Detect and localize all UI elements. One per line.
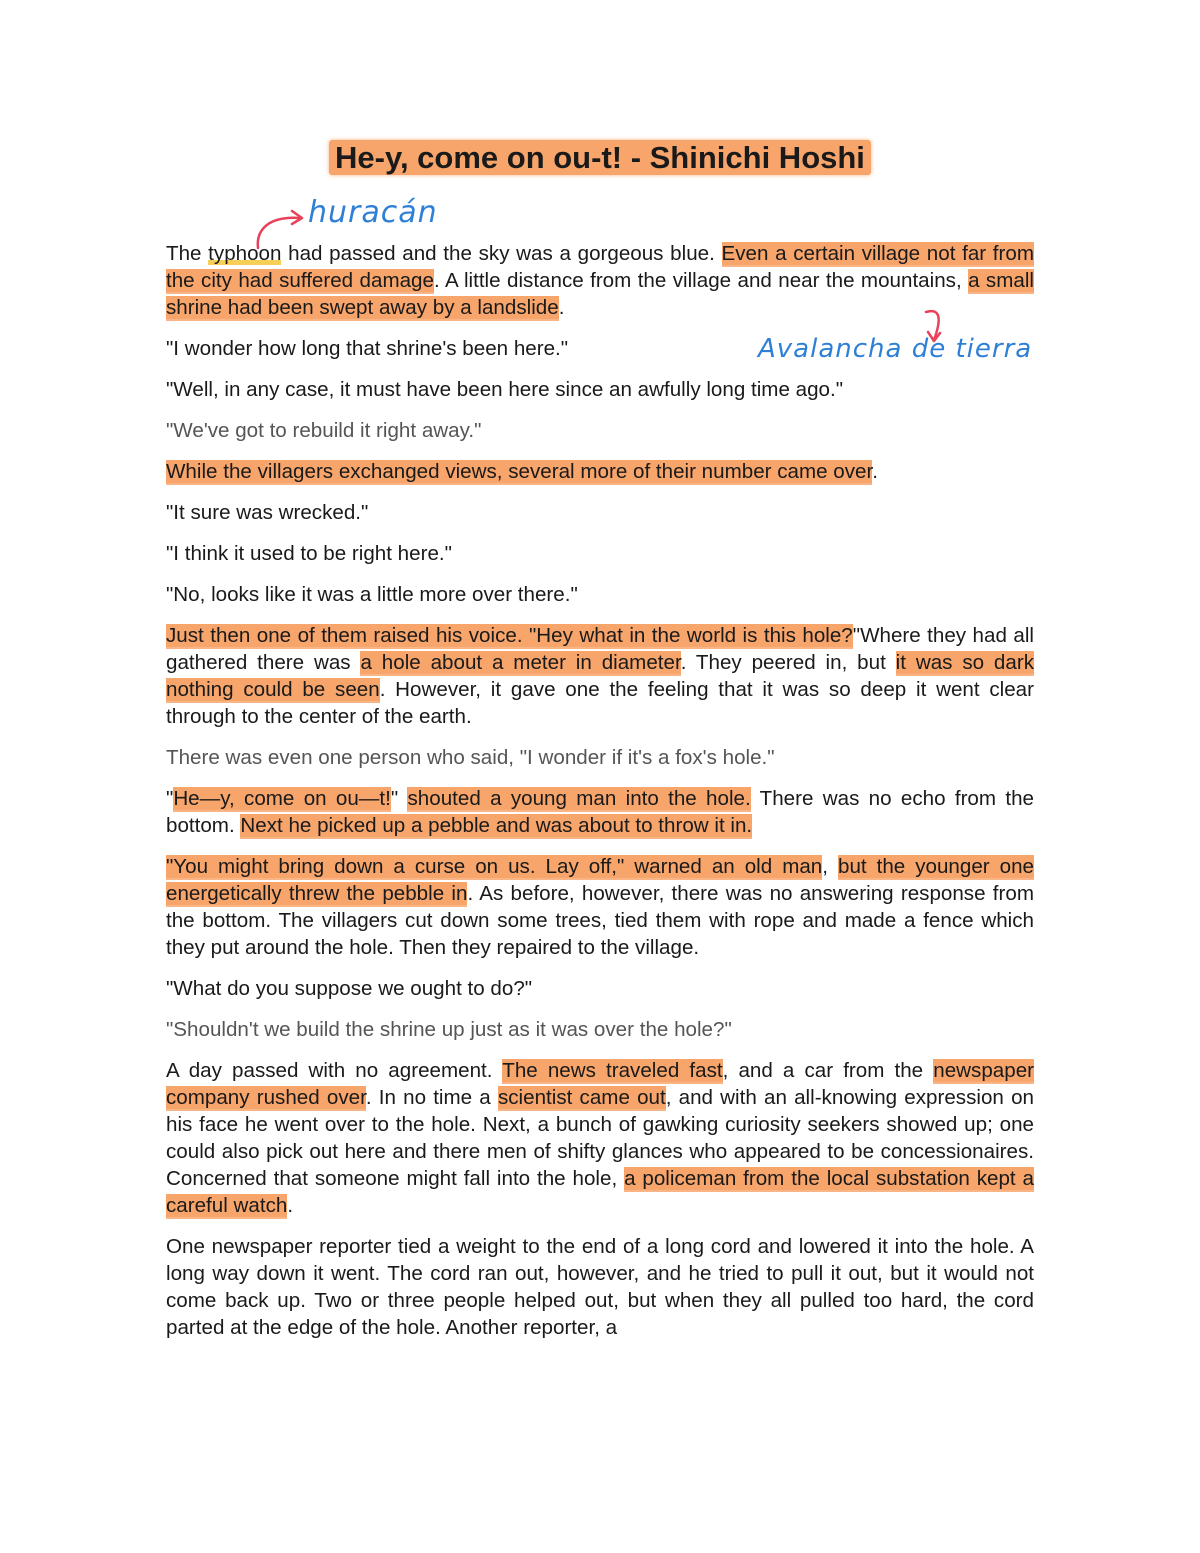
paragraph-13: "What do you suppose we ought to do?"	[166, 977, 533, 1000]
text: . However, it gave one the feeling that it was so deep it went clear through to the center of the earth.	[166, 678, 1034, 728]
highlight: Just then one of them raised his voice. "Hey what in the world is this hole?	[166, 624, 853, 647]
paragraph-5	[166, 458, 1034, 485]
highlight: a small shrine had been swept away by a landslide	[166, 269, 1034, 319]
text: "	[390, 787, 408, 810]
highlight: newspaper company rushed over	[166, 1059, 1035, 1109]
highlight: The news traveled fast	[502, 1059, 723, 1082]
paragraph-12	[166, 853, 1034, 961]
text: "Where they had all gathered there was	[166, 624, 1034, 674]
paragraph-3: "Well, in any case, it must have been here since an awfully long time ago."	[166, 378, 844, 401]
title-text: He-y, come on ou-t! - Shinichi Hoshi	[329, 140, 871, 175]
highlight: a hole about a meter in diameter	[360, 651, 681, 674]
paragraph-1	[166, 240, 1034, 321]
highlight: He—y, come on ou—t!	[173, 787, 391, 810]
text: .	[872, 460, 878, 483]
paragraph-9	[166, 622, 1034, 730]
text: , and a car from the	[722, 1059, 934, 1082]
paragraph-7: "I think it used to be right here."	[166, 542, 452, 565]
highlight: but the younger one energetically threw the pebble in	[166, 855, 1034, 905]
highlight: shouted a young man into the hole.	[407, 787, 751, 810]
highlight: Even a certain village not far from the city had suffered damage	[166, 242, 1034, 292]
highlight: Next he picked up a pebble and was about to throw it in.	[240, 814, 753, 837]
text: . They peered in, but	[680, 651, 896, 674]
paragraph-2: "I wonder how long that shrine's been here."	[166, 337, 569, 360]
paragraph-16: One newspaper reporter tied a weight to the end of a long cord and lowered it into the hole. A long way down it went. The cord ran out, however, and he tried to pull it out, but it would not come back up. Two or three people helped out, but when they all pulled too hard, the cord parted at the edge of the hole. Another reporter, a	[166, 1235, 1034, 1339]
text: had passed and the sky was a gorgeous blue.	[281, 242, 722, 265]
paragraph-4: "We've got to rebuild it right away."	[166, 419, 482, 442]
paragraph-11	[166, 785, 1034, 839]
paragraph-10: There was even one person who said, "I wonder if it's a fox's hole."	[166, 746, 775, 769]
highlight: "You might bring down a curse on us. Lay off," warned an old man	[166, 855, 823, 878]
handwritten-note-huracan: huracán	[308, 195, 438, 230]
text: ,	[822, 855, 838, 878]
text: . As before, however, there was no answering response from the bottom. The villagers cut down some trees, tied them with rope and made a fence which they put around the hole. Then they repaired to the village.	[166, 882, 1034, 959]
text: . In no time a	[365, 1086, 498, 1109]
highlight: it was so dark nothing could be seen	[166, 651, 1034, 701]
text: , and with an all-knowing expression on his face he went over to the hole. Next, a bunch of gawking curiosity seekers showed up; one could also pick out here and there men of shifty glances who appeared to be concessionaires. Concerned that someone might fall into the hole,	[166, 1086, 1034, 1190]
handwritten-note-avalancha: Avalancha de tierra	[758, 334, 1033, 364]
text: "	[166, 787, 174, 810]
paragraph-14: "Shouldn't we build the shrine up just as it was over the hole?"	[166, 1018, 732, 1041]
text: . A little distance from the village and near the mountains,	[433, 269, 969, 292]
highlight: While the villagers exchanged views, several more of their number came over	[166, 460, 873, 483]
text: There was no echo from the bottom.	[166, 787, 1034, 837]
highlight: scientist came out	[497, 1086, 666, 1109]
text: .	[287, 1194, 294, 1217]
highlight: a policeman from the local substation kept a careful watch	[166, 1167, 1034, 1217]
page-title	[166, 138, 1034, 178]
text: A day passed with no agreement.	[166, 1059, 503, 1082]
text: .	[558, 296, 565, 319]
underlined-word: typhoon	[208, 242, 282, 265]
paragraph-8: "No, looks like it was a little more over there."	[166, 583, 578, 606]
text: The	[166, 242, 209, 265]
paragraph-6: "It sure was wrecked."	[166, 501, 369, 524]
document-body	[166, 138, 1034, 1355]
paragraph-15	[166, 1057, 1034, 1219]
